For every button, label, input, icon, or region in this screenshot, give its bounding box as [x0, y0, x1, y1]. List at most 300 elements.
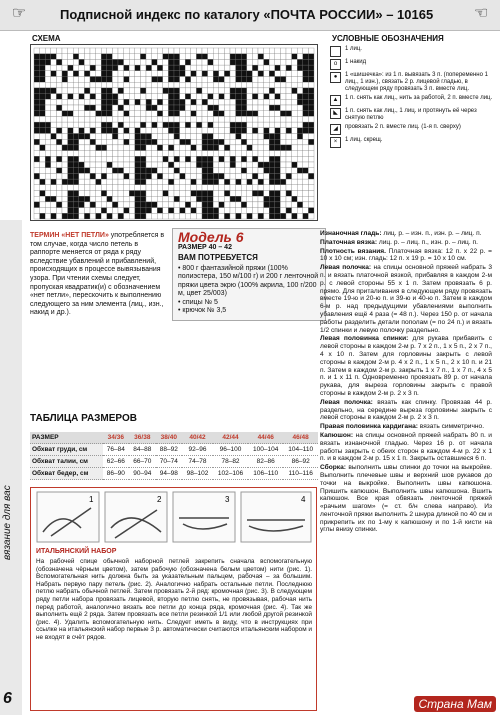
chart-cell	[208, 88, 214, 94]
chart-cell	[208, 99, 214, 105]
chart-cell	[34, 173, 40, 179]
chart-cell	[135, 71, 141, 77]
chart-cell	[202, 94, 208, 100]
chart-cell	[297, 185, 303, 191]
chart-cell	[185, 71, 191, 77]
chart-cell	[275, 173, 281, 179]
instruction-paragraph	[320, 399, 492, 422]
legend-symbol-icon: ×	[330, 137, 341, 148]
chart-cell	[297, 145, 303, 151]
chart-cell	[180, 48, 186, 54]
chart-cell	[68, 162, 74, 168]
chart-cell	[202, 151, 208, 157]
chart-cell	[202, 156, 208, 162]
chart-cell	[96, 191, 102, 197]
chart-cell	[146, 151, 152, 157]
chart-cell	[135, 173, 141, 179]
chart-cell	[51, 122, 57, 128]
chart-cell	[152, 179, 158, 185]
chart-cell	[219, 185, 225, 191]
chart-cell	[73, 48, 79, 54]
chart-cell	[286, 179, 292, 185]
chart-cell	[129, 168, 135, 174]
chart-cell	[168, 54, 174, 60]
chart-cell	[180, 134, 186, 140]
chart-cell	[140, 111, 146, 117]
chart-cell	[45, 202, 51, 208]
chart-cell	[112, 173, 118, 179]
knitting-chart-grid	[31, 45, 317, 220]
chart-cell	[62, 54, 68, 60]
chart-cell	[224, 185, 230, 191]
chart-cell	[180, 185, 186, 191]
chart-cell	[101, 202, 107, 208]
chart-cell	[96, 111, 102, 117]
chart-cell	[146, 65, 152, 71]
chart-cell	[280, 151, 286, 157]
chart-cell	[146, 185, 152, 191]
chart-cell	[118, 168, 124, 174]
chart-cell	[208, 168, 214, 174]
chart-cell	[68, 82, 74, 88]
chart-cell	[146, 116, 152, 122]
chart-cell	[34, 179, 40, 185]
chart-cell	[90, 208, 96, 214]
chart-cell	[56, 65, 62, 71]
chart-cell	[124, 128, 130, 134]
chart-cell	[174, 128, 180, 134]
chart-cell	[275, 213, 281, 219]
chart-cell	[152, 139, 158, 145]
chart-cell	[286, 105, 292, 111]
chart-cell	[112, 145, 118, 151]
chart-cell	[241, 122, 247, 128]
chart-cell	[219, 71, 225, 77]
chart-cell	[146, 134, 152, 140]
chart-cell	[213, 213, 219, 219]
chart-cell	[84, 168, 90, 174]
chart-cell	[213, 168, 219, 174]
chart-cell	[140, 156, 146, 162]
chart-cell	[56, 213, 62, 219]
chart-cell	[124, 122, 130, 128]
chart-cell	[62, 145, 68, 151]
chart-cell	[258, 116, 264, 122]
chart-cell	[202, 162, 208, 168]
chart-cell	[185, 99, 191, 105]
material-item: • 800 г фантазийной пряжи (100% полиэстера, 150 м/100 г) и 200 г ленточной пряжи цвета экрю (100% акрила, 100 г/200 м, цвет 25/003)	[178, 264, 319, 297]
chart-cell	[129, 139, 135, 145]
chart-cell	[292, 139, 298, 145]
chart-cell	[40, 82, 46, 88]
chart-cell	[241, 168, 247, 174]
chart-cell	[112, 54, 118, 60]
chart-cell	[140, 145, 146, 151]
chart-cell	[275, 185, 281, 191]
legend-text: 1 п. снять как лиц., нить за работой, 2 п. вместе лиц.	[345, 95, 493, 101]
chart-cell	[202, 116, 208, 122]
chart-cell	[34, 185, 40, 191]
chart-cell	[168, 151, 174, 157]
chart-cell	[84, 145, 90, 151]
chart-cell	[84, 179, 90, 185]
chart-cell	[236, 128, 242, 134]
chart-cell	[112, 213, 118, 219]
chart-cell	[202, 71, 208, 77]
chart-cell	[185, 111, 191, 117]
legend-item	[330, 46, 495, 57]
legend-symbol-icon	[330, 46, 341, 57]
chart-cell	[230, 196, 236, 202]
chart-cell	[135, 88, 141, 94]
chart-cell	[258, 168, 264, 174]
chart-cell	[174, 48, 180, 54]
chart-cell	[213, 145, 219, 151]
chart-cell	[51, 65, 57, 71]
chart-cell	[152, 168, 158, 174]
chart-cell	[62, 213, 68, 219]
chart-cell	[168, 179, 174, 185]
chart-cell	[96, 156, 102, 162]
chart-cell	[107, 185, 113, 191]
chart-cell	[135, 151, 141, 157]
chart-cell	[247, 82, 253, 88]
chart-cell	[224, 111, 230, 117]
chart-cell	[180, 213, 186, 219]
chart-cell	[45, 116, 51, 122]
chart-cell	[236, 139, 242, 145]
chart-cell	[101, 116, 107, 122]
chart-cell	[90, 191, 96, 197]
chart-cell	[140, 185, 146, 191]
legend-symbol-icon: ◣	[330, 108, 341, 119]
chart-cell	[219, 59, 225, 65]
chart-cell	[191, 156, 197, 162]
chart-cell	[129, 59, 135, 65]
chart-cell	[219, 151, 225, 157]
chart-cell	[163, 156, 169, 162]
chart-cell	[280, 65, 286, 71]
chart-cell	[275, 139, 281, 145]
chart-cell	[308, 88, 314, 94]
chart-cell	[163, 94, 169, 100]
chart-cell	[118, 196, 124, 202]
chart-cell	[56, 94, 62, 100]
chart-cell	[51, 202, 57, 208]
chart-cell	[157, 196, 163, 202]
chart-cell	[56, 116, 62, 122]
chart-cell	[185, 94, 191, 100]
chart-cell	[202, 139, 208, 145]
chart-cell	[230, 185, 236, 191]
chart-cell	[196, 77, 202, 83]
chart-cell	[34, 145, 40, 151]
chart-cell	[168, 111, 174, 117]
chart-cell	[51, 116, 57, 122]
chart-cell	[258, 59, 264, 65]
chart-cell	[124, 156, 130, 162]
chart-cell	[230, 208, 236, 214]
chart-cell	[308, 48, 314, 54]
chart-cell	[56, 54, 62, 60]
chart-cell	[40, 111, 46, 117]
chart-cell	[174, 88, 180, 94]
chart-cell	[124, 54, 130, 60]
chart-cell	[56, 71, 62, 77]
chart-cell	[258, 71, 264, 77]
chart-cell	[129, 191, 135, 197]
chart-cell	[202, 77, 208, 83]
chart-cell	[219, 122, 225, 128]
chart-cell	[185, 82, 191, 88]
chart-cell	[96, 59, 102, 65]
chart-cell	[96, 71, 102, 77]
chart-cell	[135, 213, 141, 219]
chart-cell	[264, 71, 270, 77]
chart-cell	[168, 168, 174, 174]
chart-cell	[168, 196, 174, 202]
chart-cell	[124, 191, 130, 197]
chart-cell	[62, 82, 68, 88]
chart-cell	[264, 59, 270, 65]
chart-cell	[286, 48, 292, 54]
chart-cell	[191, 82, 197, 88]
chart-cell	[174, 71, 180, 77]
chart-cell	[252, 196, 258, 202]
chart-cell	[202, 59, 208, 65]
chart-cell	[157, 88, 163, 94]
chart-cell	[247, 208, 253, 214]
chart-cell	[219, 88, 225, 94]
chart-cell	[258, 48, 264, 54]
chart-cell	[208, 65, 214, 71]
chart-cell	[84, 99, 90, 105]
chart-cell	[185, 145, 191, 151]
chart-cell	[135, 82, 141, 88]
chart-cell	[107, 77, 113, 83]
chart-cell	[56, 185, 62, 191]
chart-cell	[269, 151, 275, 157]
chart-cell	[146, 111, 152, 117]
chart-cell	[152, 156, 158, 162]
chart-cell	[51, 179, 57, 185]
chart-cell	[219, 77, 225, 83]
instruction-paragraph	[320, 230, 492, 238]
chart-cell	[168, 116, 174, 122]
chart-cell	[230, 139, 236, 145]
chart-cell	[174, 202, 180, 208]
chart-cell	[107, 82, 113, 88]
chart-cell	[213, 48, 219, 54]
chart-cell	[140, 122, 146, 128]
chart-cell	[90, 59, 96, 65]
chart-cell	[163, 168, 169, 174]
chart-cell	[129, 134, 135, 140]
chart-cell	[303, 59, 309, 65]
chart-cell	[196, 82, 202, 88]
chart-cell	[308, 162, 314, 168]
chart-cell	[62, 173, 68, 179]
chart-cell	[118, 94, 124, 100]
chart-cell	[56, 156, 62, 162]
chart-cell	[163, 173, 169, 179]
chart-cell	[297, 191, 303, 197]
chart-cell	[269, 105, 275, 111]
chart-cell	[56, 208, 62, 214]
chart-cell	[224, 213, 230, 219]
chart-cell	[152, 196, 158, 202]
chart-cell	[269, 54, 275, 60]
chart-cell	[292, 48, 298, 54]
chart-cell	[241, 156, 247, 162]
chart-cell	[230, 179, 236, 185]
chart-cell	[297, 202, 303, 208]
chart-cell	[196, 134, 202, 140]
chart-cell	[230, 173, 236, 179]
chart-cell	[264, 128, 270, 134]
chart-cell	[297, 111, 303, 117]
chart-cell	[73, 134, 79, 140]
chart-cell	[40, 208, 46, 214]
chart-cell	[84, 122, 90, 128]
chart-cell	[163, 105, 169, 111]
chart-cell	[297, 105, 303, 111]
chart-cell	[96, 145, 102, 151]
chart-cell	[146, 196, 152, 202]
chart-cell	[73, 99, 79, 105]
chart-cell	[303, 88, 309, 94]
instruction-heading: Плотность вязания.	[320, 247, 386, 255]
chart-cell	[40, 99, 46, 105]
chart-cell	[196, 151, 202, 157]
chart-cell	[303, 116, 309, 122]
chart-cell	[286, 168, 292, 174]
chart-cell	[34, 54, 40, 60]
chart-cell	[68, 59, 74, 65]
chart-cell	[208, 54, 214, 60]
chart-cell	[264, 173, 270, 179]
chart-cell	[101, 122, 107, 128]
chart-cell	[219, 208, 225, 214]
chart-cell	[247, 77, 253, 83]
chart-cell	[275, 99, 281, 105]
chart-cell	[219, 191, 225, 197]
chart-cell	[118, 99, 124, 105]
svg-text:2: 2	[157, 495, 162, 504]
chart-cell	[241, 213, 247, 219]
chart-cell	[219, 128, 225, 134]
chart-cell	[73, 213, 79, 219]
chart-cell	[135, 168, 141, 174]
chart-cell	[174, 213, 180, 219]
chart-cell	[135, 105, 141, 111]
chart-cell	[157, 94, 163, 100]
chart-cell	[185, 191, 191, 197]
chart-cell	[140, 168, 146, 174]
chart-cell	[275, 128, 281, 134]
chart-cell	[292, 196, 298, 202]
chart-cell	[308, 82, 314, 88]
chart-cell	[163, 122, 169, 128]
chart-cell	[34, 128, 40, 134]
chart-cell	[73, 179, 79, 185]
chart-cell	[275, 122, 281, 128]
chart-cell	[157, 179, 163, 185]
chart-cell	[152, 94, 158, 100]
legend-item	[330, 108, 495, 122]
chart-cell	[163, 82, 169, 88]
chart-cell	[96, 94, 102, 100]
chart-cell	[152, 208, 158, 214]
chart-cell	[79, 59, 85, 65]
chart-cell	[303, 208, 309, 214]
chart-cell	[68, 185, 74, 191]
chart-cell	[275, 208, 281, 214]
chart-cell	[152, 77, 158, 83]
chart-cell	[157, 191, 163, 197]
chart-cell	[96, 99, 102, 105]
chart-cell	[62, 65, 68, 71]
chart-cell	[219, 99, 225, 105]
chart-cell	[191, 99, 197, 105]
chart-cell	[292, 111, 298, 117]
chart-cell	[157, 208, 163, 214]
chart-cell	[202, 65, 208, 71]
chart-cell	[56, 77, 62, 83]
chart-cell	[258, 173, 264, 179]
chart-cell	[163, 116, 169, 122]
legend-symbol-icon: о	[330, 59, 341, 70]
chart-cell	[280, 134, 286, 140]
chart-cell	[51, 128, 57, 134]
chart-cell	[34, 71, 40, 77]
chart-cell	[224, 122, 230, 128]
chart-cell	[135, 162, 141, 168]
chart-cell	[185, 196, 191, 202]
chart-cell	[90, 173, 96, 179]
chart-cell	[252, 105, 258, 111]
chart-cell	[286, 122, 292, 128]
chart-cell	[224, 105, 230, 111]
chart-cell	[40, 151, 46, 157]
chart-cell	[51, 196, 57, 202]
chart-cell	[152, 128, 158, 134]
chart-cell	[196, 99, 202, 105]
chart-cell	[208, 94, 214, 100]
chart-cell	[275, 94, 281, 100]
chart-cell	[124, 173, 130, 179]
chart-cell	[236, 191, 242, 197]
chart-cell	[247, 156, 253, 162]
instruction-heading: Левая полочка:	[320, 264, 372, 272]
legend-text: 1 п. снять как лиц., 1 лиц. и протянуть её через снятую петлю	[345, 108, 477, 121]
chart-cell	[247, 99, 253, 105]
chart-cell	[62, 134, 68, 140]
instruction-heading: Левая полочка:	[320, 398, 373, 406]
chart-cell	[224, 179, 230, 185]
chart-cell	[96, 151, 102, 157]
chart-cell	[90, 65, 96, 71]
table-row: Обхват талии, см 62–66 66–70 70–74 74–78 78–82 82–86 86–92	[30, 456, 318, 468]
chart-cell	[258, 202, 264, 208]
chart-cell	[68, 48, 74, 54]
chart-cell	[236, 162, 242, 168]
chart-cell	[264, 185, 270, 191]
chart-cell	[163, 134, 169, 140]
chart-cell	[308, 145, 314, 151]
chart-cell	[258, 122, 264, 128]
chart-cell	[146, 162, 152, 168]
